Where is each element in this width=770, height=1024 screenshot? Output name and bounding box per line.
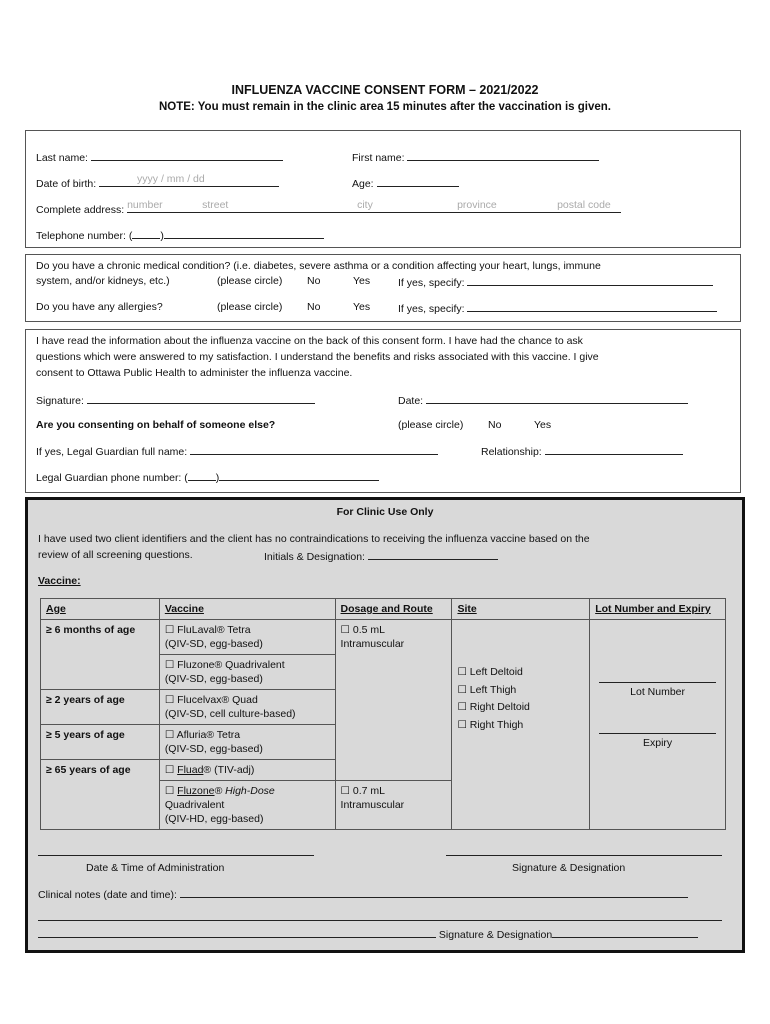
lot-number-label: Lot Number <box>630 686 686 698</box>
behalf-yes-option[interactable]: Yes <box>534 419 552 431</box>
allergies-no-option[interactable]: No <box>307 301 321 313</box>
age-6-months: ≥ 6 months of age <box>41 620 160 690</box>
site-right-thigh[interactable]: ☐ Right Thigh <box>457 718 524 731</box>
date-label: Date: <box>398 395 424 407</box>
vaccine-afluria-type: (QIV-SD, egg-based) <box>164 743 263 755</box>
first-name-label: First name: <box>352 152 405 164</box>
vaccine-fluad-name: Fluad <box>177 764 204 776</box>
vaccine-fluzone-quad-type: (QIV-SD, egg-based) <box>164 673 263 685</box>
vaccine-fluzone-quad[interactable] <box>159 655 335 690</box>
dose-05-route: Intramuscular <box>340 638 405 650</box>
vaccine-fluad-checkbox: ☐ <box>164 764 178 776</box>
vaccine-fluzone-hd-sub: Quadrivalent <box>164 799 225 811</box>
last-name-label: Last name: <box>36 152 88 164</box>
clinical-notes-label: Clinical notes (date and time): <box>38 889 177 901</box>
chronic-specify-field[interactable] <box>467 275 713 286</box>
telephone-field[interactable] <box>164 228 324 239</box>
guardian-phone-field[interactable] <box>219 470 379 481</box>
dob-field[interactable] <box>99 173 279 187</box>
age-5-years: ≥ 5 years of age <box>41 725 160 760</box>
clinical-notes-field[interactable] <box>180 887 688 898</box>
consent-text-line3: consent to Ottawa Public Health to administer the influenza vaccine. <box>36 367 353 379</box>
dose-07-ml[interactable]: ☐ 0.7 mL <box>340 785 385 797</box>
clinical-notes-line2[interactable] <box>38 910 722 921</box>
address-city-hint: city <box>357 199 373 211</box>
relationship-label: Relationship: <box>481 446 542 458</box>
form-note: NOTE: You must remain in the clinic area 15 minutes after the vaccination is given. <box>158 101 612 113</box>
allergies-please-circle: (please circle) <box>217 301 283 313</box>
chronic-please-circle: (please circle) <box>217 275 283 287</box>
signature-designation-label-2: Signature & Designation <box>438 929 553 941</box>
guardian-phone-area-field[interactable] <box>188 470 216 481</box>
vaccine-flucelvax[interactable] <box>159 690 335 725</box>
expiry-label: Expiry <box>643 737 673 749</box>
expiry-field[interactable] <box>599 729 716 734</box>
dose-07-route: Intramuscular <box>340 799 405 811</box>
table-row <box>41 620 726 655</box>
header-age: Age <box>41 599 160 620</box>
allergies-question: Do you have any allergies? <box>36 301 163 313</box>
telephone-label: Telephone number: ( <box>36 230 133 242</box>
chronic-question-line2: system, and/or kidneys, etc.) <box>36 275 170 287</box>
guardian-phone-label: Legal Guardian phone number: ( <box>36 472 188 484</box>
vaccine-heading: Vaccine: <box>38 575 81 587</box>
signature-designation-label: Signature & Designation <box>512 862 626 874</box>
guardian-name-label: If yes, Legal Guardian full name: <box>36 446 188 458</box>
consent-text-line1: I have read the information about the influenza vaccine on the back of this consent form. I have had the chance to ask <box>36 335 583 347</box>
consent-section <box>25 329 741 493</box>
guardian-phone-close: ) <box>215 472 220 484</box>
vaccine-table-header <box>41 599 726 620</box>
address-postal-hint: postal code <box>557 199 611 211</box>
vaccine-fluzone-hd-checkbox: ☐ <box>164 785 178 797</box>
vaccine-flucelvax-type: (QIV-SD, cell culture-based) <box>164 708 296 720</box>
header-site: Site <box>452 599 590 620</box>
dose-07-cell <box>335 781 452 830</box>
telephone-close: ) <box>160 230 164 242</box>
vaccine-flucelvax-name: ☐ Flucelvax® Quad <box>164 694 258 706</box>
signature-field[interactable] <box>87 393 315 404</box>
chronic-yes-option[interactable]: Yes <box>353 275 371 287</box>
first-name-field[interactable] <box>407 150 599 161</box>
client-info-section <box>25 130 741 248</box>
date-field[interactable] <box>426 393 688 404</box>
signature-designation-field-2[interactable] <box>552 927 698 938</box>
vaccine-flulaval[interactable] <box>159 620 335 655</box>
vaccine-fluzone-hd-name: Fluzone <box>177 785 215 797</box>
site-right-deltoid[interactable]: ☐ Right Deltoid <box>457 701 530 713</box>
clinic-use-section <box>25 497 745 953</box>
vaccine-fluzone-quad-name: ☐ Fluzone® Quadrivalent <box>164 659 285 671</box>
address-province-hint: province <box>457 199 497 211</box>
header-lot: Lot Number and Expiry <box>590 599 726 620</box>
vaccine-fluzone-hd-type: (QIV-HD, egg-based) <box>164 813 264 825</box>
clinic-title: For Clinic Use Only <box>336 506 434 518</box>
relationship-field[interactable] <box>545 444 683 455</box>
clinic-text-line1: I have used two client identifiers and the client has no contraindications to receiving the influenza vaccine based on the <box>38 533 590 545</box>
address-number-hint: number <box>127 199 163 211</box>
chronic-no-option[interactable]: No <box>307 275 321 287</box>
dob-hint: yyyy / mm / dd <box>137 173 205 185</box>
age-label: Age: <box>352 178 374 190</box>
age-field[interactable] <box>377 176 459 187</box>
site-cell <box>452 620 590 830</box>
last-name-field[interactable] <box>91 150 283 161</box>
consent-text-line2: questions which were answered to my satisfaction. I understand the benefits and risks associated with this vaccine. I give <box>36 351 599 363</box>
allergies-yes-option[interactable]: Yes <box>353 301 371 313</box>
dose-05-cell <box>335 620 452 781</box>
allergies-specify-label: If yes, specify: <box>398 303 465 315</box>
vaccine-fluzone-hd-label: ® High-Dose <box>214 785 275 797</box>
initials-field[interactable] <box>368 549 498 560</box>
date-time-label: Date & Time of Administration <box>86 862 225 874</box>
signature-label: Signature: <box>36 395 84 407</box>
vaccine-afluria[interactable] <box>159 725 335 760</box>
chronic-specify-label: If yes, specify: <box>398 277 465 289</box>
form-title: INFLUENZA VACCINE CONSENT FORM – 2021/2022 <box>231 83 539 97</box>
vaccine-fluzone-hd[interactable] <box>159 781 335 830</box>
behalf-question: Are you consenting on behalf of someone else? <box>36 419 276 431</box>
address-label: Complete address: <box>36 204 125 216</box>
address-street-hint: street <box>202 199 229 211</box>
vaccine-flulaval-name: ☐ FluLaval® Tetra <box>164 624 251 636</box>
behalf-please-circle: (please circle) <box>398 419 464 431</box>
vaccine-afluria-name: ☐ Afluria® Tetra <box>164 729 241 741</box>
header-dosage: Dosage and Route <box>335 599 452 620</box>
dob-label: Date of birth: <box>36 178 97 190</box>
age-2-years: ≥ 2 years of age <box>41 690 160 725</box>
guardian-name-field[interactable] <box>190 444 438 455</box>
allergies-specify-field[interactable] <box>467 301 717 312</box>
vaccine-table <box>40 598 726 830</box>
clinical-notes-line3[interactable] <box>38 927 436 938</box>
site-left-thigh[interactable]: ☐ Left Thigh <box>457 683 517 696</box>
dose-05-ml[interactable]: ☐ 0.5 mL <box>340 624 385 636</box>
vaccine-fluad-type: ® (TIV-adj) <box>203 764 255 776</box>
telephone-area-field[interactable] <box>132 228 160 239</box>
site-left-deltoid[interactable]: ☐ Left Deltoid <box>457 666 523 678</box>
lot-expiry-cell <box>590 620 726 830</box>
chronic-question-line1: Do you have a chronic medical condition? (i.e. diabetes, severe asthma or a condition affecting your heart, lungs, immune <box>36 260 601 272</box>
age-65-years: ≥ 65 years of age <box>41 760 160 830</box>
clinic-text-line2: review of all screening questions. <box>38 549 193 561</box>
behalf-no-option[interactable]: No <box>488 419 502 431</box>
vaccine-flulaval-type: (QIV-SD, egg-based) <box>164 638 263 650</box>
date-time-field[interactable] <box>38 845 314 856</box>
medical-section <box>25 254 741 322</box>
lot-number-field[interactable] <box>599 678 716 683</box>
header-vaccine: Vaccine <box>159 599 335 620</box>
address-field[interactable] <box>127 199 621 213</box>
signature-designation-field[interactable] <box>446 845 722 856</box>
initials-label: Initials & Designation: <box>264 551 365 563</box>
vaccine-fluad[interactable] <box>159 760 335 781</box>
